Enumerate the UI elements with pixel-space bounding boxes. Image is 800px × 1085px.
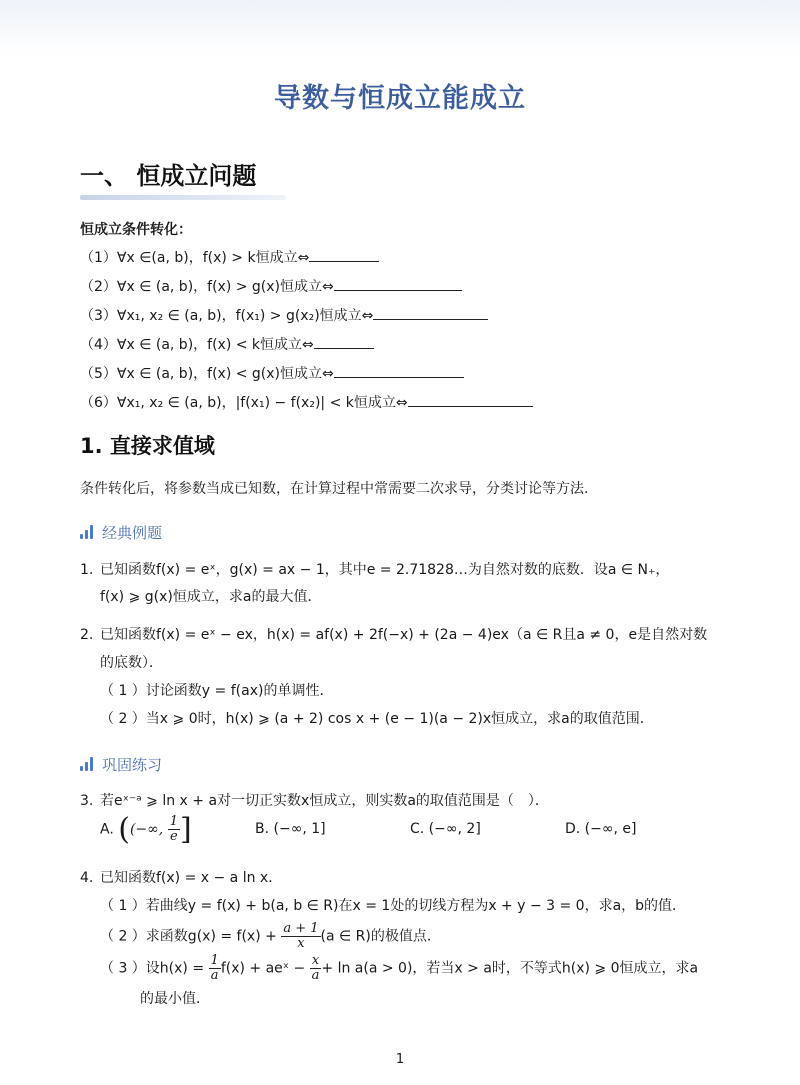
bar-chart-icon <box>80 757 96 771</box>
condition-item: （2）∀x ∈ (a, b)，f(x) > g(x)恒成立⇔ <box>80 276 462 296</box>
problem-4-sub2: （ 2 ）求函数g(x) = f(x) + $\frac{a + 1}{x}$ (a ∈ R)的极值点． <box>100 921 441 951</box>
problem-4-sub1: （ 1 ）若曲线y = f(x) + b(a, b ∈ R)在x = 1处的切线方程为x + y − 3 = 0，求a，b的值． <box>100 898 687 914</box>
condition-item: （4）∀x ∈ (a, b)，f(x) < k恒成立⇔ <box>80 334 374 354</box>
problem-4-sub3-line2: 的最小值． <box>140 991 210 1007</box>
problem-3: 3. 若eˣ⁻ᵃ ⩾ ln x + a对一切正实数x恒成立，则实数a的取值范围是（ ）． <box>80 793 549 809</box>
problem-1-line2: f(x) ⩾ g(x)恒成立，求a的最大值． <box>100 589 322 605</box>
examples-label: 经典例题 <box>80 522 162 543</box>
page-title: 导数与恒成立能成立 <box>274 83 526 114</box>
problem-4-sub3: （ 3 ）设h(x) = $\frac{1}{a}$ f(x) + aeˣ − $\frac{x}{a}$ + ln a(a > 0)，若当x > a时，不等式h(x) ⩾ 0恒成立，求a <box>100 953 699 983</box>
problem-2-line2: 的底数）． <box>100 655 163 671</box>
problem-4: 4. 已知函数f(x) = x − a ln x． <box>80 870 283 886</box>
page-number: 1 <box>395 1052 405 1067</box>
option-c: C. (−∞, 2] <box>410 821 481 837</box>
condition-item: （6）∀x₁, x₂ ∈ (a, b)，|f(x₁) − f(x₂)| < k恒成立⇔ <box>80 392 533 412</box>
condition-item: （1）∀x ∈(a, b)，f(x) > k恒成立⇔ <box>80 247 379 267</box>
problem-2: 2. 已知函数f(x) = eˣ − ex，h(x) = af(x) + 2f(−x) + (2a − 4)ex（a ∈ R且a ≠ 0，e是自然对数 <box>80 627 708 643</box>
condition-item: （5）∀x ∈ (a, b)，f(x) < g(x)恒成立⇔ <box>80 363 464 383</box>
heading-underline <box>80 195 286 200</box>
option-a: A. ((−∞, $\frac{1}{e}$ ] <box>100 812 192 847</box>
section-heading: 一、 恒成立问题 <box>80 162 257 190</box>
option-d: D. (−∞, e] <box>565 821 637 837</box>
condition-item: （3）∀x₁, x₂ ∈ (a, b)，f(x₁) > g(x₂)恒成立⇔ <box>80 305 488 325</box>
bar-chart-icon <box>80 525 96 539</box>
problem-1: 1. 已知函数f(x) = eˣ，g(x) = ax − 1，其中e = 2.71828…为自然对数的底数．设a ∈ N₊， <box>80 562 670 578</box>
problem-2-sub2: （ 2 ）当x ⩾ 0时，h(x) ⩾ (a + 2) cos x + (e − 1)(a − 2)x恒成立，求a的取值范围． <box>100 711 654 727</box>
conditions-label: 恒成立条件转化： <box>80 222 192 238</box>
subsection-heading: 1. 直接求值域 <box>80 434 215 458</box>
practice-label: 巩固练习 <box>80 754 162 775</box>
problem-2-sub1: （ 1 ）讨论函数y = f(ax)的单调性． <box>100 683 334 699</box>
option-b: B. (−∞, 1] <box>255 821 326 837</box>
subsection-intro: 条件转化后，将参数当成已知数，在计算过程中常需要二次求导，分类讨论等方法. <box>80 481 589 497</box>
